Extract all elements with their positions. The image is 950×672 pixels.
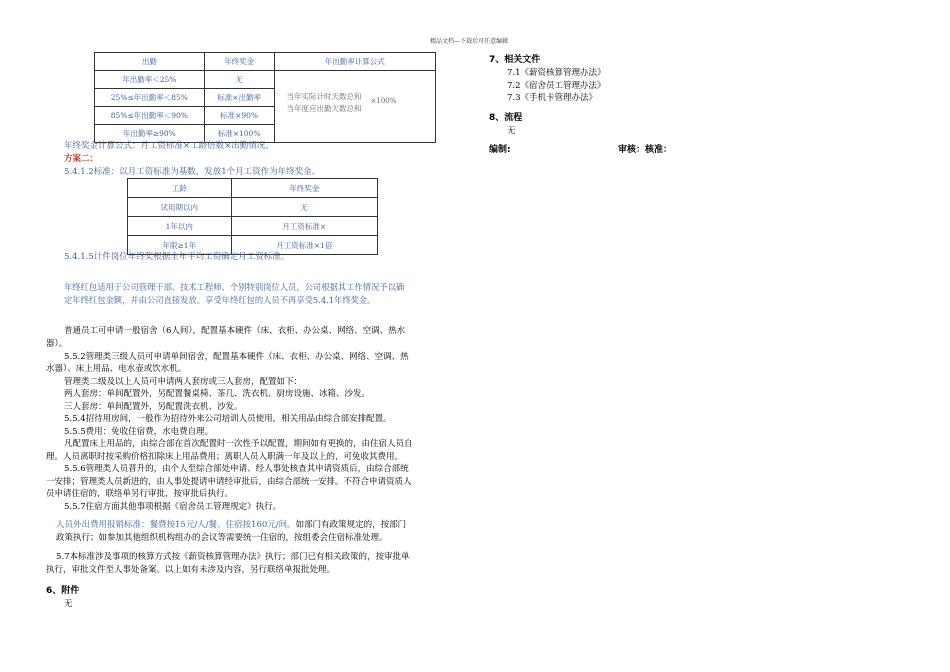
body-line: 普通员工可申请一般宿舍（6人间），配置基本硬件（床、衣柜、办公桌、网络、空调、热水: [64, 326, 406, 336]
body-line: 理。人员离职时按采购价格扣除床上用品费用；离职人员入职满一年及以上的，可免收其费用。: [46, 452, 404, 462]
table1-cell: 85%≤年出勤率＜90%: [95, 107, 205, 125]
body-line: 三人套房：单间配置外，另配置洗衣机、沙发。: [64, 402, 243, 412]
table2-cell: 试用期以内: [128, 198, 232, 217]
clause-57: 执行，审批文件至人事处备案。以上如有未涉及内容，另行联络单报批处理。: [46, 565, 336, 575]
body-line: 5.5.6管理类人员晋升的，由个人至综合部处申请、经人事处核查其申请资质后，由综合部统: [64, 464, 409, 474]
table2-cell: 月工资标准×: [231, 217, 377, 236]
body-line: 凡配置床上用品的，由综合部在首次配置时一次性予以配置，期间如有更换的，由住宿人员自: [64, 439, 413, 449]
table1-cell: 25%≤年出勤率＜85%: [95, 89, 205, 107]
plan2-title: 方案二：: [64, 154, 99, 164]
body-line: 5.5.4招待用房间，一般作为招待外来公司培训人员使用，相关用品由综合部安排配置。: [64, 414, 392, 424]
table1-cell: 标准×100%: [204, 125, 274, 143]
travel-standard-rest: 如部门有政策规定的，按部门: [295, 520, 407, 530]
formula-multiplier: ×100%: [370, 97, 397, 105]
formula-denominator: 当年度应出勤天数总和: [286, 104, 362, 113]
compile-label: 编制:: [489, 145, 511, 155]
body-line: 5.5.7住宿方面其他事项根据《宿舍员工管理规定》执行。: [64, 502, 282, 512]
travel-standard-line: [56, 519, 406, 532]
table2-header: 工龄: [128, 179, 232, 198]
travel-standard-line: 政策执行；如参加其他组织机构组办的会议等需要统一住宿的，按组委会住宿标准处理。: [56, 533, 388, 543]
table1-cell: 标准×90%: [204, 107, 274, 125]
travel-standard-highlight: 人员外出费用报销标准：餐费按15元/人/餐、住宿按160元/间。: [56, 520, 296, 530]
clause-57: 5.7本标准涉及事项的核算方式按《薪资核算管理办法》执行；部门已有相关政策的，按审批单: [56, 552, 410, 562]
body-line: 水器）、床上用品、电水壶或饮水机。: [46, 364, 187, 374]
header-note: 精品文档---下载后可任意编辑: [430, 38, 509, 45]
body-line: 一安排；管理类人员新进的，由人事处提请申请经审批后，由综合部统一安排。不符合申请资质人: [46, 477, 412, 487]
bonus-formula: 年终奖金计算公式：月工资标准×工龄倍数×出勤情况。: [64, 141, 274, 151]
related-doc: 7.2《宿舍员工管理办法》: [507, 81, 606, 91]
related-doc: 7.1《薪资核算管理办法》: [507, 68, 606, 78]
table1-cell: 无: [204, 71, 274, 89]
clause-5412: 5.4.1.2标准：以月工资标准为基数，发放1个月工资作为年终奖金。: [64, 167, 321, 177]
table1-cell: 年出勤率≥90%: [95, 125, 205, 143]
table2-cell: 1年以内: [128, 217, 232, 236]
section-6-body: 无: [64, 599, 73, 609]
table1-cell: 标准×出勤率: [204, 89, 274, 107]
table2-cell: 年限≥1年: [128, 236, 232, 255]
table1-header: 年出勤率计算公式: [274, 53, 435, 71]
body-line: 5.5.5费用：免收住宿费，水电费自理。: [64, 427, 214, 437]
attendance-bonus-table: [94, 52, 436, 143]
body-line: 管理类二级及以上人员可申请两人套房或三人套房，配置如下：: [64, 377, 303, 387]
body-line: 两人套房：单间配置外，另配置餐桌椅、茶几、洗衣机、厨房设施、冰箱、沙发。: [64, 389, 371, 399]
formula-cell: [274, 71, 435, 143]
redpacket-line: 定年终红包金额，并由公司直接发放。享受年终红包的人员不再享受5.4.1年终奖金。: [64, 295, 376, 305]
redpacket-line: 年终红包适用于公司管理干部、技术工程师、个别特别岗位人员，公司根据其工作情况予以确: [64, 282, 405, 292]
table1-header: 年终奖金: [204, 53, 274, 71]
formula-numerator: 当年实际计时天数总和: [286, 92, 362, 101]
seniority-bonus-table: [127, 178, 378, 255]
related-doc: 7.3《手机卡管理办法》: [507, 93, 598, 103]
body-line: 员申请住宿的，联络单另行审批，按审批后执行。: [46, 489, 234, 499]
section-8-body: 无: [507, 126, 516, 136]
section-8-title: 8、流程: [489, 113, 523, 123]
table2-cell: 月工资标准×1倍: [231, 236, 377, 255]
table2-cell: 无: [231, 198, 377, 217]
clause-5415: 5.4.1.5计件岗位年终奖根据全年平均工资确定月工资标准。: [64, 252, 290, 262]
body-line: 5.5.2管理类三级人员可申请单间宿舍，配置基本硬件（床、衣柜、办公桌、网络、空调、热: [64, 352, 409, 362]
section-6-title: 6、附件: [46, 586, 80, 596]
review-approve-label: 审核：核准：: [618, 145, 673, 155]
section-7-title: 7、相关文件: [489, 55, 541, 65]
table1-header: 出勤: [95, 53, 205, 71]
body-line: 器）。: [46, 339, 68, 349]
table1-cell: 年出勤率＜25%: [95, 71, 205, 89]
table2-header: 年终奖金: [231, 179, 377, 198]
